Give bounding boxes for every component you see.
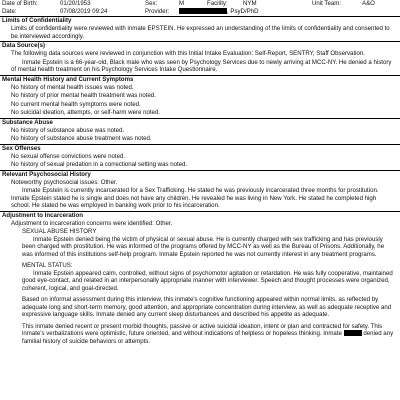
cognitive-assessment-text: Based on informal assessment during this interview, this inmate's cognitive functioning appeared within normal limits, as reflected by adequate long and short-term memory, good attention, and appropriate concentration during interview, as well as adequate receptive and expressive language skills. Inmate denied any current sleep disturbances and described his appetite as adequate.	[22, 296, 392, 318]
sex-value: M	[179, 0, 185, 7]
mental-health-line-1: No history of mental health issues was noted.	[11, 83, 134, 91]
suicide-risk-text-a: This inmate denied recent or present morbid thoughts, passive or active suicidal ideation, intent or plan and contracted for safety. This inmate's verbalizations were optimistic, future oriented, and without indications of helpless or hopeless thinking. Inmate	[22, 322, 383, 337]
limits-text: Limits of confidentiality were reviewed with inmate EPSTEIN. He expressed an understanding of the limits of confidentiality and consented to be interviewed accordingly.	[11, 25, 390, 40]
data-sources-text: The following data sources were reviewed in conjunction with this Initial Intake Evaluation: Self-Report, SENTRY, Staff Observation.	[11, 50, 365, 57]
provider-field	[179, 8, 259, 16]
sex-offenses-line-1: No sexual offense convictions were noted.	[11, 152, 126, 160]
substance-line-1: No history of substance abuse was noted.	[11, 126, 125, 134]
mental-health-line-4: No suicidal ideation, attempts, or self-harm were noted.	[11, 109, 161, 116]
section-title-sex-offenses: Sex Offenses	[0, 144, 400, 153]
redaction-bar	[344, 330, 362, 336]
header-row-1	[2, 0, 398, 8]
psychosocial-narrative: Inmate Epstein is currently incarcerated for a Sex Trafficking. He stated he was previously incarcerated three months for prostitution. Inmate Epstein stated he is single and does not have any children. He revealed he was living in New York. He stated he completed high school. He stated he was employed in banking work prior to his incarceration.	[11, 187, 379, 209]
substance-line-2: No history of substance abuse treatment was noted.	[11, 135, 152, 142]
adjustment-line-1: Adjustment to incarceration concerns were identified: Other.	[11, 219, 173, 227]
provider-suffix: , PsyD/PhD	[227, 8, 259, 15]
facility-label: Facility:	[207, 0, 228, 7]
section-title-mental-health: Mental Health History and Current Symptoms	[0, 75, 400, 84]
unit-team-value: A&O	[362, 0, 375, 7]
mental-health-line-3: No current mental health symptoms were noted.	[11, 100, 141, 108]
facility-value: NYM	[243, 0, 257, 7]
document-header	[2, 0, 398, 16]
document-body	[0, 16, 400, 346]
section-title-data-sources: Data Source(s)	[0, 41, 400, 50]
sex-label: Sex:	[145, 0, 158, 7]
mental-status-text: Inmate Epstein appeared calm, controlled, without signs of psychomotor agitation or retardation. He was fully cooperative, maintained good eye-contact, and related in an interpersonally appropriate manner with interviewer. Speech and thought processes were organized, coherent, logical, and goal-directed.	[22, 269, 393, 292]
mental-status-heading: MENTAL STATUS:	[22, 262, 73, 269]
sexual-abuse-history-heading: SEXUAL ABUSE HISTORY	[22, 228, 97, 235]
date-label: Date:	[2, 8, 17, 15]
data-sources-summary: Inmate Epstein is a 66-year-old, Black male who was seen by Psychology Services due to newly arriving at MCC-NY. He denied a history of mental health treatment on his Psychology Services Intake Questionnaire.	[11, 58, 392, 73]
dob-label: Date of Birth:	[2, 0, 38, 7]
redaction-bar	[179, 8, 227, 14]
header-row-2	[2, 8, 398, 16]
section-title-adjustment: Adjustment to Incarceration	[0, 211, 400, 220]
dob-value: 01/20/1953	[60, 0, 91, 7]
section-title-limits: Limits of Confidentiality	[0, 16, 400, 25]
psychosocial-line-1: Noteworthy psychosocial issues: Other.	[11, 178, 118, 186]
section-title-psychosocial: Relevant Psychosocial History	[0, 170, 400, 179]
date-value: 07/08/2019 09:24	[60, 8, 108, 15]
section-title-substance-abuse: Substance Abuse	[0, 118, 400, 127]
suicide-risk-text-b: denied any familial history of suicide behaviors or attempts.	[22, 330, 394, 345]
mental-health-line-2: No history of prior mental health treatment was noted.	[11, 92, 156, 99]
unit-team-label: Unit Team:	[312, 0, 342, 7]
provider-label: Provider:	[145, 8, 170, 15]
sexual-abuse-history-text: Inmate Epstein denied being the victim of physical or sexual abuse. He is currently charged with sex trafficking and has previously been charged with prostitution. He was informed of the programs offered by MCC-NY as well as the Bureau of Prisons. Additionally, he was informed of this institutions self-help program. Inmate Epstein reported he was not currently interest in any treatment programs.	[22, 235, 385, 258]
sex-offenses-line-2: No history of sexual predation in a correctional setting was noted.	[11, 161, 188, 168]
suicide-risk-text	[0, 323, 400, 346]
